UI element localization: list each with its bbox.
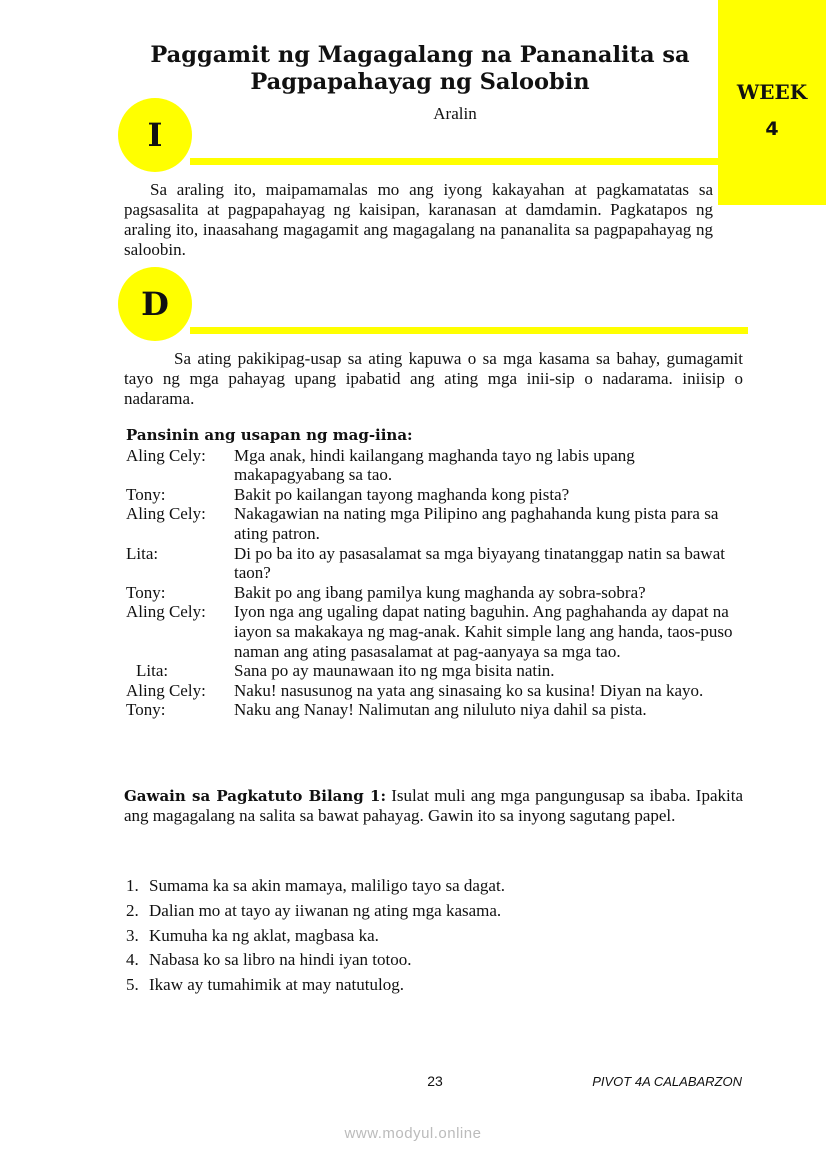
dialogue-line: [126, 583, 746, 603]
dialogue-line: [126, 446, 746, 485]
line-text: Mga anak, hindi kailangang maghanda tayo ng labis upang makapagyabang sa tao.: [234, 445, 635, 485]
list-item: [126, 899, 505, 924]
line-text: Bakit po kailangan tayong maghanda kong pista?: [234, 484, 570, 504]
section-i-divider: [190, 158, 718, 165]
activity-list: [126, 874, 505, 998]
intro-paragraph: [124, 180, 743, 260]
item-number: 1.: [126, 876, 139, 895]
item-text: Nabasa ko sa libro na hindi iyan totoo.: [149, 950, 412, 970]
dialogue-line: [126, 681, 746, 701]
activity-instructions: [124, 786, 743, 826]
speaker: Tony:: [126, 484, 166, 504]
intro-text: Sa araling ito, maipamamalas mo ang iyong kakayahan at pagkamatatas sa pagsasalita at pagpapahayag ng kaisipan, karanasan at damdamin. Pagkatapos ng araling ito, inaasahang magagamit ang magagalang na pananalita sa pagpapahayag ng saloobin.: [124, 180, 713, 259]
speaker: Tony:: [126, 582, 166, 602]
dialogue-line: [126, 661, 746, 681]
dialogue-heading: Pansinin ang usapan ng mag-iina:: [126, 426, 413, 444]
footer-series: PIVOT 4A CALABARZON: [592, 1074, 742, 1089]
float-spacer: [713, 180, 743, 222]
section-i-letter: I: [147, 116, 163, 154]
dialogue-line: [126, 485, 746, 505]
speaker: Tony:: [126, 700, 166, 720]
section-d-marker: [118, 267, 192, 341]
activity-label: Gawain sa Pagkatuto Bilang 1:: [124, 787, 386, 805]
section-i-marker: [118, 98, 192, 172]
item-number: 3.: [126, 925, 139, 945]
line-text: Naku! nasusunog na yata ang sinasaing ko sa kusina! Diyan na kayo.: [234, 680, 704, 700]
title-line-2: Pagpapahayag ng Saloobin: [250, 69, 590, 95]
dialogue-line: [126, 504, 746, 543]
list-item: [126, 973, 505, 998]
list-item: [126, 924, 505, 949]
week-badge: [718, 0, 826, 205]
speaker: Lita:: [126, 543, 159, 563]
dialogue-block: [126, 426, 746, 720]
dialogue-line: [126, 544, 746, 583]
speaker: Lita:: [136, 661, 169, 681]
item-text: Dalian mo at tayo ay iiwanan ng ating mga kasama.: [149, 900, 502, 920]
speaker: Aling Cely:: [126, 445, 206, 465]
line-text: Naku ang Nanay! Nalimutan ang niluluto niya dahil sa pista.: [234, 700, 647, 720]
discussion-paragraph: Sa ating pakikipag-usap sa ating kapuwa o sa mga kasama sa bahay, gumagamit tayo ng mga pahayag upang ipabatid ang ating mga inii-sip o nadarama. iniisip o nadarama.: [124, 349, 743, 408]
line-text: Sana po ay maunawaan ito ng mga bisita natin.: [234, 661, 555, 681]
section-d-divider: [190, 327, 748, 334]
speaker: Aling Cely:: [126, 680, 206, 700]
week-label: WEEK: [736, 80, 808, 104]
speaker: Aling Cely:: [126, 504, 206, 524]
section-d-letter: D: [141, 285, 169, 323]
watermark: www.modyul.online: [344, 1125, 482, 1142]
line-text: Nakagawian na nating mga Pilipino ang paghahanda kung pista para sa ating patron.: [234, 504, 719, 543]
activity-text: Isulat muli ang mga pangungusap sa ibaba. Ipakita ang magagalang na salita sa bawat pahayag. Gawin ito sa inyong sagutang papel.: [124, 786, 743, 825]
item-text: Ikaw ay tumahimik at may natutulog.: [149, 975, 404, 995]
list-item: [126, 948, 505, 973]
lesson-subtitle: Aralin: [433, 104, 477, 123]
dialogue-line: [126, 602, 746, 661]
week-number: 4: [765, 118, 779, 140]
line-text: Di po ba ito ay pasasalamat sa mga biyayang tinatanggap natin sa bawat taon?: [234, 543, 725, 583]
page-number: 23: [427, 1073, 443, 1089]
list-item: [126, 874, 505, 899]
item-text: Sumama ka sa akin mamaya, maliligo tayo sa dagat.: [149, 876, 505, 895]
item-number: 5.: [126, 975, 139, 995]
item-number: 2.: [126, 900, 139, 920]
speaker: Aling Cely:: [126, 602, 206, 622]
dialogue-line: [126, 700, 746, 720]
line-text: Bakit po ang ibang pamilya kung maghanda ay sobra-sobra?: [234, 582, 646, 602]
page-title: [110, 42, 730, 96]
item-text: Kumuha ka ng aklat, magbasa ka.: [149, 925, 379, 945]
title-line-1: Paggamit ng Magagalang na Pananalita sa: [150, 42, 690, 68]
item-number: 4.: [126, 950, 139, 970]
line-text: Iyon nga ang ugaling dapat nating baguhin. Ang paghahanda ay dapat na iayon sa makakaya ng mag-anak. Kahit simple lang ang handa, taos-puso naman ang ating pasasalamat at pag-aanyaya sa mga tao.: [234, 602, 733, 661]
